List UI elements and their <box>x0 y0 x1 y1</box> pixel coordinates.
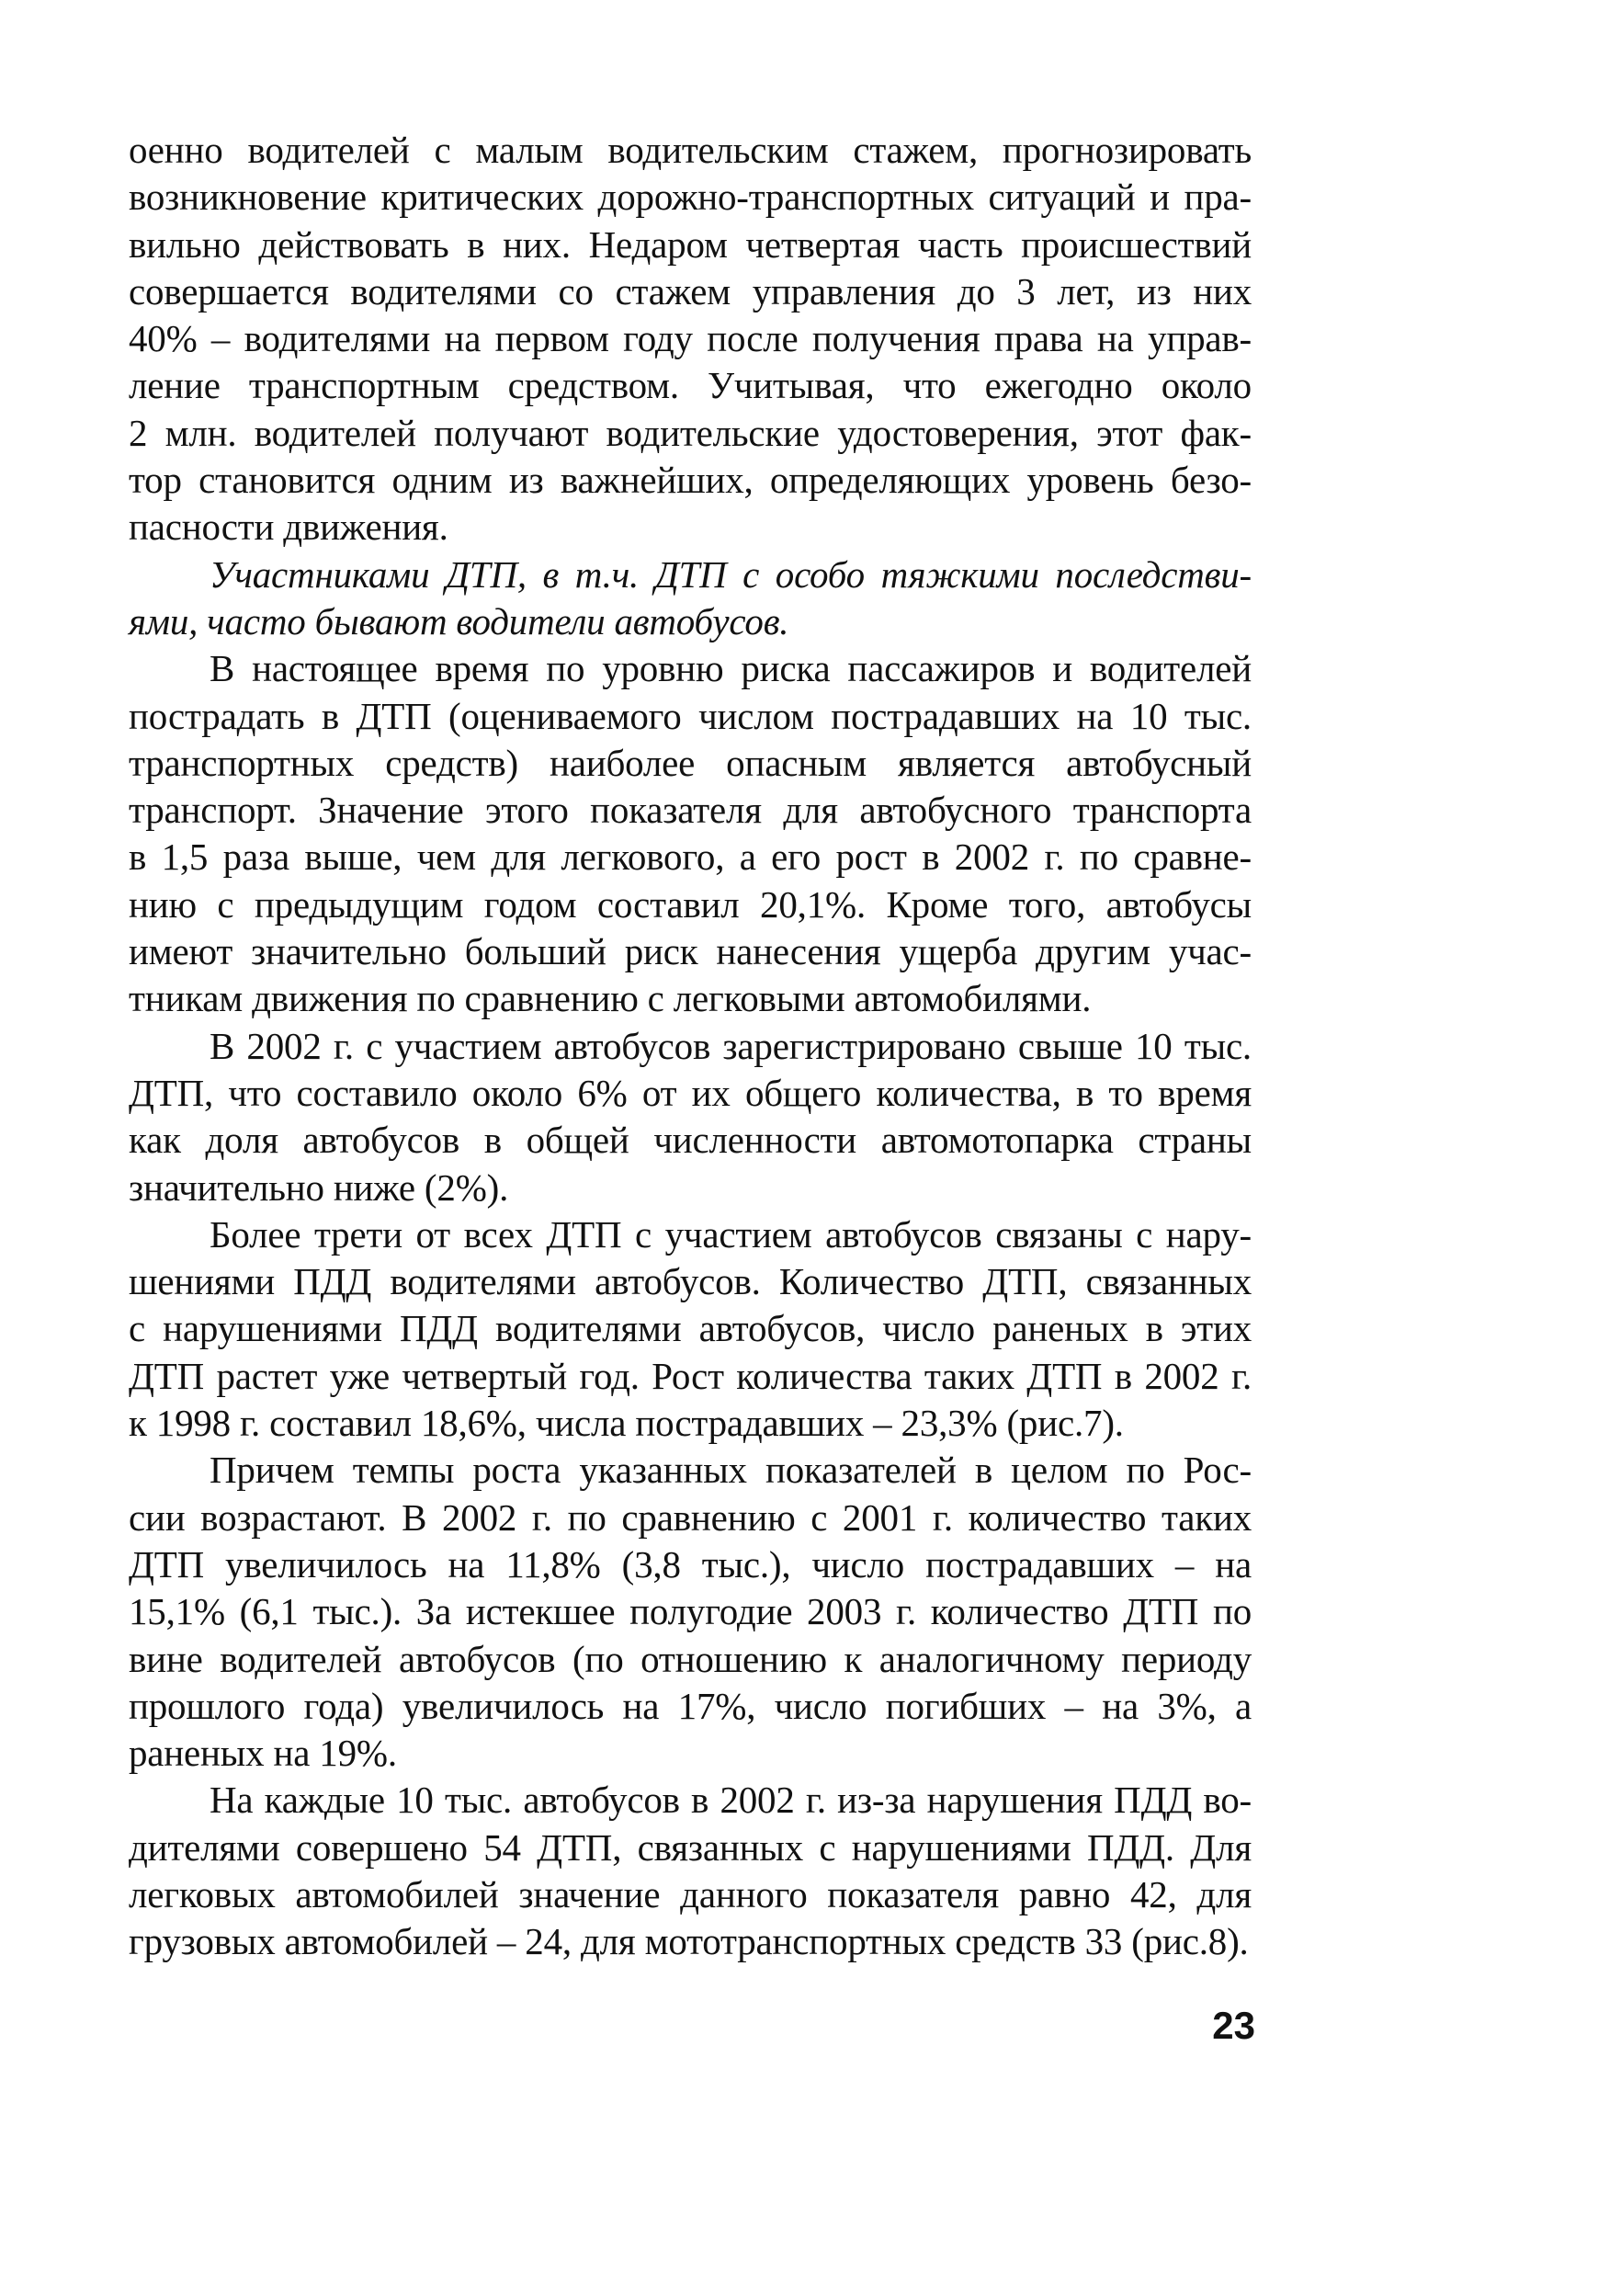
paragraph <box>129 1023 1252 1211</box>
text-line: транспорт. Значение этого показателя для автобусного транспорта <box>129 789 1252 832</box>
text-line: ление транспортным средством. Учитывая, что ежегодно около <box>129 364 1252 407</box>
text-line: имеют значительно больший риск нанесения ущерба другим учас- <box>129 930 1252 973</box>
text-line: Участниками ДТП, в т.ч. ДТП с особо тяжкими последстви- <box>210 552 1252 596</box>
paragraph <box>129 1211 1252 1447</box>
text-line: как доля автобусов в общей численности автомотопарка страны <box>129 1119 1252 1162</box>
text-line: к 1998 г. составил 18,6%, числа пострадавших – 23,3% (рис.7). <box>129 1402 1124 1445</box>
text-line: ями, часто бывают водители автобусов. <box>129 599 789 642</box>
text-line: Более трети от всех ДТП с участием автобусов связаны с нару- <box>210 1212 1252 1256</box>
text-line: вильно действовать в них. Недаром четвертая часть происшествий <box>129 222 1252 266</box>
text-line: раненых на 19%. <box>129 1732 397 1775</box>
text-line: ДТП, что составило около 6% от их общего количества, в то время <box>129 1071 1252 1114</box>
paragraph <box>129 1777 1252 1965</box>
text-line: транспортных средств) наиболее опасным является автобусный <box>129 741 1252 784</box>
text-line: В 2002 г. с участием автобусов зарегистрировано свыше 10 тыс. <box>210 1024 1252 1067</box>
page-number: 23 <box>1212 2004 1255 2047</box>
text-line: сии возрастают. В 2002 г. по сравнению с 2001 г. количество таких <box>129 1495 1252 1539</box>
text-line: 15,1% (6,1 тыс.). За истекшее полугодие 2003 г. количество ДТП по <box>129 1590 1252 1633</box>
text-line: грузовых автомобилей – 24, для мототранспортных средств 33 (рис.8). <box>129 1920 1249 1963</box>
text-line: прошлого года) увеличилось на 17%, число погибших – на 3%, а <box>129 1684 1252 1727</box>
text-line: оенно водителей с малым водительским стажем, прогнозировать <box>129 129 1252 171</box>
text-line: ДТП растет уже четвертый год. Рост количества таких ДТП в 2002 г. <box>129 1354 1252 1397</box>
body-text <box>129 127 1252 1966</box>
text-line: легковых автомобилей значение данного показателя равно 42, для <box>129 1872 1252 1915</box>
text-line: пасности движения. <box>129 506 448 549</box>
text-line: тникам движения по сравнению с легковыми автомобилями. <box>129 977 1092 1020</box>
text-line: 2 млн. водителей получают водительские удостоверения, этот фак- <box>129 411 1252 454</box>
text-line: На каждые 10 тыс. автобусов в 2002 г. из-за нарушения ПДД во- <box>210 1779 1252 1822</box>
paragraph <box>129 551 1252 646</box>
text-line: пострадать в ДТП (оцениваемого числом пострадавших на 10 тыс. <box>129 694 1252 737</box>
text-line: шениями ПДД водителями автобусов. Количество ДТП, связанных <box>129 1260 1252 1303</box>
paragraph <box>129 645 1252 1022</box>
paragraph <box>129 1447 1252 1777</box>
text-line: дителями совершено 54 ДТП, связанных с нарушениями ПДД. Для <box>129 1825 1252 1869</box>
text-line: совершается водителями со стажем управления до 3 лет, из них <box>129 269 1252 313</box>
text-line: тор становится одним из важнейших, определяющих уровень безо- <box>129 459 1252 502</box>
text-line: 40% – водителями на первом году после получения права на управ- <box>129 317 1252 360</box>
text-line: нию с предыдущим годом составил 20,1%. Кроме того, автобусы <box>129 882 1252 926</box>
text-line: ДТП увеличилось на 11,8% (3,8 тыс.), число пострадавших – на <box>129 1542 1252 1586</box>
text-line: в 1,5 раза выше, чем для легкового, а его рост в 2002 г. по сравне- <box>129 835 1252 879</box>
text-line: В настоящее время по уровню риска пассажиров и водителей <box>210 647 1252 690</box>
text-line: Причем темпы роста указанных показателей в целом по Рос- <box>210 1449 1252 1492</box>
text-line: вине водителей автобусов (по отношению к аналогичному периоду <box>129 1637 1252 1680</box>
paragraph <box>129 127 1252 551</box>
text-line: с нарушениями ПДД водителями автобусов, число раненых в этих <box>129 1307 1252 1350</box>
text-line: возникновение критических дорожно-транспортных ситуаций и пра- <box>129 176 1252 219</box>
text-line: значительно ниже (2%). <box>129 1165 509 1209</box>
